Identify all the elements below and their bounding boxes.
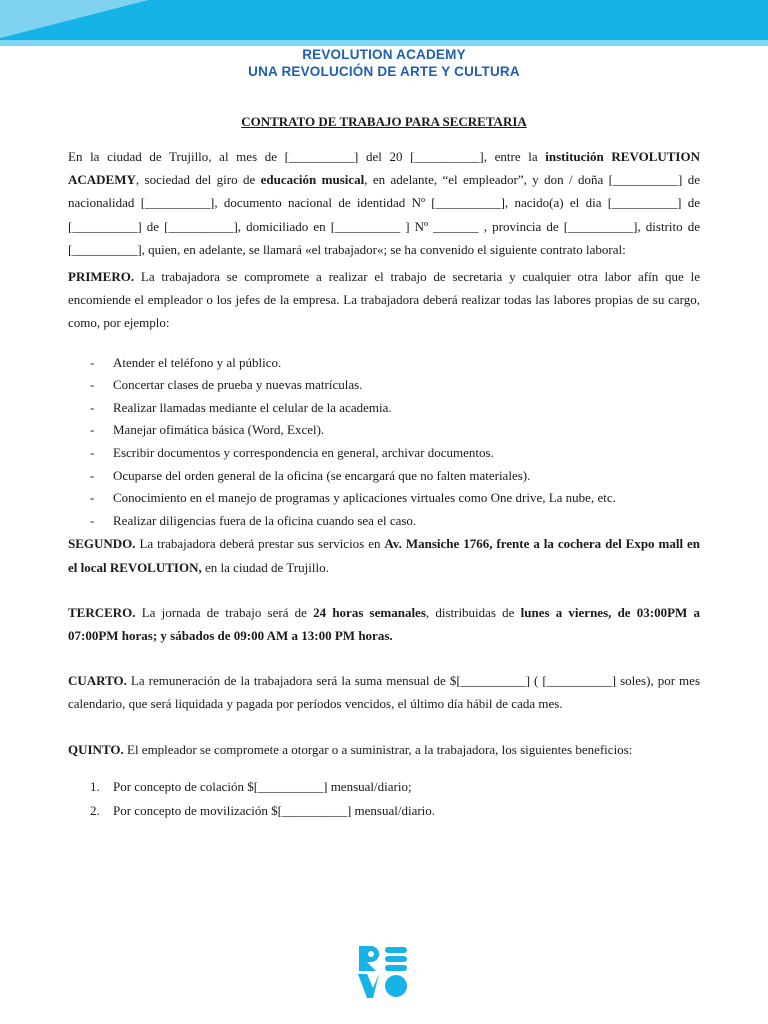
intro-institution: institución REVOLUTION ACADEMY	[68, 149, 700, 188]
task-list	[68, 352, 700, 533]
clause-quinto-label: QUINTO.	[68, 741, 124, 757]
letterhead-academy-name: REVOLUTION ACADEMY	[302, 47, 466, 62]
clause-tercero-label: TERCERO.	[68, 604, 136, 620]
clause-primero-text: La trabajadora se compromete a realizar el trabajo de secretaria y cualquier otra labor afín que le encomiende el empleador o los jefes de la empresa. La trabajadora deberá realizar todas las labores propias de su cargo, como, por ejemplo:	[68, 269, 700, 331]
clause-tercero-schedule: lunes a viernes, de 03:00PM a 07:00PM horas; y sábados de 09:00 AM a 13:00 PM horas.	[68, 604, 700, 643]
clause-segundo-label: SEGUNDO.	[68, 536, 136, 552]
list-item: - Atender el teléfono y al público.	[90, 354, 282, 370]
intro-paragraph	[68, 145, 700, 261]
revo-logo-icon	[355, 944, 411, 1000]
clause-tercero: TERCERO. La jornada de trabajo será de 24 horas semanales, distribuidas de lunes a viernes, de 03:00PM a 07:00PM horas; y sábados de 09:00 AM a 13:00 PM horas.	[68, 604, 700, 643]
intro-text-c: , sociedad del giro de	[135, 172, 261, 188]
list-item: 2. Por concepto de movilización $[__________] mensual/diario.	[90, 802, 436, 818]
list-item: - Conocimiento en el manejo de programas y aplicaciones virtuales como One drive, La nube, etc.	[90, 490, 616, 506]
revo-logo-graphic	[355, 944, 411, 1000]
clause-cuarto: CUARTO. La remuneración de la trabajadora será la suma mensual de $[__________] ( [__________] soles), por mes calendario, que será liquidada y pagada por períodos vencidos, el último día hábil de cada mes.	[68, 673, 700, 712]
list-item: - Concertar clases de prueba y nuevas matrículas.	[90, 377, 363, 393]
list-item: - Realizar diligencias fuera de la oficina cuando sea el caso.	[90, 512, 417, 528]
intro-text-a: En la ciudad de Trujillo, al mes de [__________] del 20 [__________], entre la	[68, 149, 546, 164]
clause-segundo-address: Av. Mansiche 1766, frente a la cochera del Expo mall en el local REVOLUTION,	[68, 536, 700, 575]
letterhead-tagline: UNA REVOLUCIÓN DE ARTE Y CULTURA	[248, 64, 520, 79]
list-item: - Escribir documentos y correspondencia en general, archivar documentos.	[90, 445, 494, 460]
list-item: - Realizar llamadas mediante el celular de la academia.	[90, 399, 392, 415]
clause-segundo: SEGUNDO. La trabajadora deberá prestar sus servicios en Av. Mansiche 1766, frente a la cochera del Expo mall en el local REVOLUTION, en la ciudad de Trujillo.	[68, 536, 700, 575]
clause-primero-label: PRIMERO.	[68, 269, 135, 285]
letterhead	[0, 46, 768, 80]
benefits-list	[68, 775, 700, 823]
list-item: - Manejar ofimática básica (Word, Excel).	[90, 422, 325, 438]
document-title: CONTRATO DE TRABAJO PARA SECRETARIA	[241, 114, 527, 129]
intro-text-e: , en adelante, “el empleador”, y don / doña [__________] de nacionalidad [__________], documento nacional de identidad Nº [__________], nacido(a) el dia [__________] de [__________] de [__________], domiciliado en [__________ ] Nº _______ , provincia de [__________], distrito de [__________], quien, en adelante, se llamará «el trabajador«; se ha convenido el siguiente contrato laboral:	[68, 172, 700, 257]
clause-cuarto-label: CUARTO.	[68, 673, 127, 689]
list-item: 1. Por concepto de colación $[__________] mensual/diario;	[90, 778, 412, 794]
clause-primero	[68, 265, 700, 335]
list-item: - Ocuparse del orden general de la oficina (se encargará que no falten materiales).	[90, 467, 531, 483]
document-body	[68, 145, 700, 823]
clause-quinto: QUINTO. El empleador se compromete a otorgar o a suministrar, a la trabajadora, los siguientes beneficios:	[68, 741, 633, 757]
intro-business: educación musical	[260, 172, 365, 188]
